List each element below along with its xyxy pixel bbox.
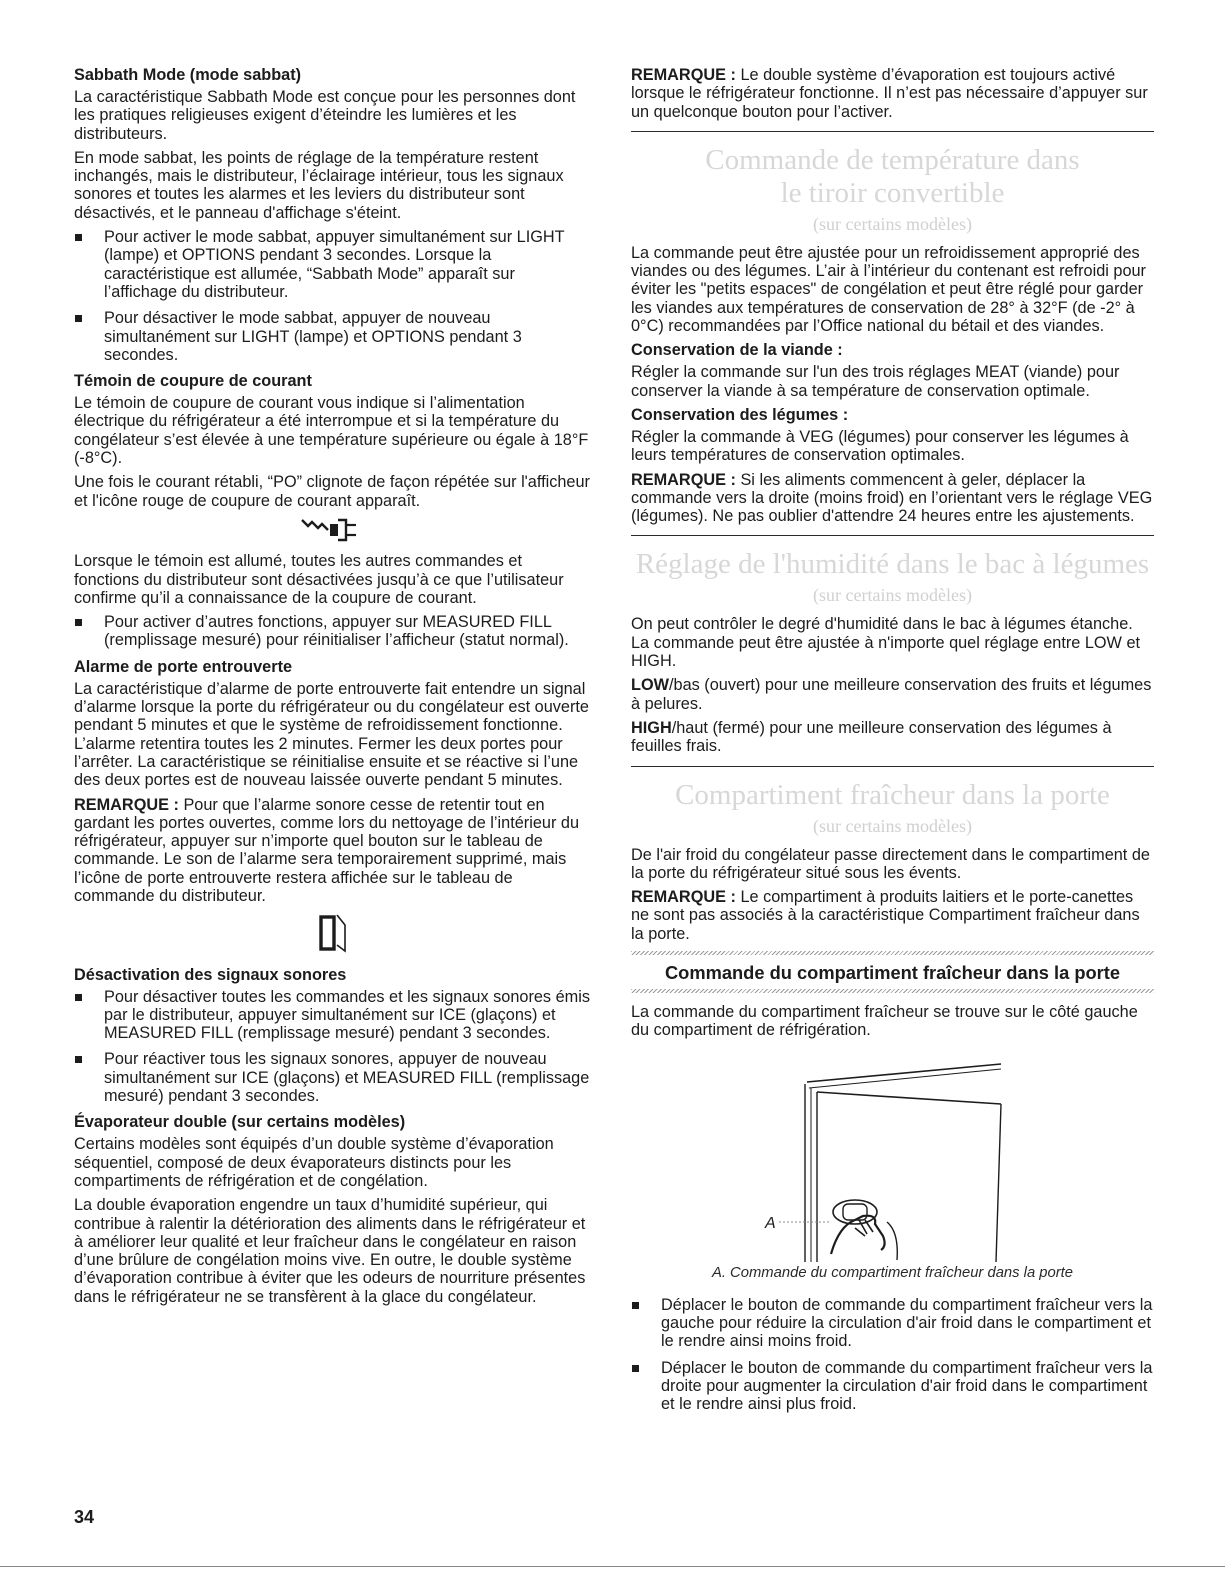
power-outage-paragraph-2: Une fois le courant rétabli, “PO” clignote de façon répétée sur l'afficheur et l'icône rouge de coupure de courant apparaît. <box>74 473 590 510</box>
section-divider <box>631 131 1154 132</box>
section-divider <box>631 535 1154 536</box>
sound-heading: Désactivation des signaux sonores <box>74 965 347 984</box>
evaporator-note: REMARQUE : Le double système d’évaporation est toujours activé lorsque le réfrigérateur fonctionne. Il n’est pas nécessaire d’appuyer sur un quelconque bouton pour l’activer. <box>631 66 1148 121</box>
drawer-section-subtitle: (sur certains modèles) <box>813 213 972 234</box>
fridge-compartment-illustration <box>631 1054 1154 1264</box>
fresh-control-list <box>631 1296 1154 1414</box>
hatched-rule <box>631 989 1154 993</box>
fresh-paragraph: De l'air froid du congélateur passe directement dans le compartiment de la porte du réfrigérateur situé sous les évents. <box>631 845 1150 882</box>
power-outage-plug-icon <box>300 516 364 542</box>
humidity-section-subtitle: (sur certains modèles) <box>813 585 972 606</box>
bullet-square-icon <box>632 1302 639 1309</box>
bullet-square-icon <box>75 315 82 322</box>
drawer-paragraph: La commande peut être ajustée pour un refroidissement approprié des viandes ou des légumes. L’air à l’intérieur du contenant est refroidi pour éviter les "petits espaces" de congélation et peut être réglé pour garder les viandes aux températures de conservation de 28° à 32°F (de -2° à 0°C) recommandées par l’Office national du bétail et des viandes. <box>631 243 1146 336</box>
dual-evaporator-paragraph-2: La double évaporation engendre un taux d’humidité supérieur, qui contribue à ralentir la détérioration des aliments dans le réfrigérateur et à améliorer leur qualité et leur fraîcheur dans le congélateur en raison d’une brûlure de congélation moins vive. En outre, le double système d’évaporation contribue à éviter que les odeurs de nourriture présentes dans le réfrigérateur ne se transfèrent à la glace du congélateur. <box>74 1196 586 1306</box>
fresh-note: REMARQUE : Le compartiment à produits laitiers et le porte-canettes ne sont pas associés à la caractéristique Compartiment fraîcheur dans la porte. <box>631 888 1140 943</box>
power-outage-paragraph-3: Lorsque le témoin est allumé, toutes les autres commandes et fonctions du distributeur sont désactivées jusqu’à ce que l’utilisateur confirme qu’il a connaissance de la coupure de courant. <box>74 552 564 607</box>
list-item: Pour désactiver le mode sabbat, appuyer de nouveau simultanément sur LIGHT (lampe) et OPTIONS pendant 3 secondes. <box>74 309 590 364</box>
fresh-control-heading: Commande du compartiment fraîcheur dans la porte <box>664 962 1121 984</box>
humidity-high: HIGH/haut (fermé) pour une meilleure conservation des légumes à feuilles frais. <box>631 718 1112 756</box>
door-alarm-note: REMARQUE : Pour que l’alarme sonore cesse de retentir tout en gardant les portes ouvertes, comme lors du nettoyage de l’intérieur du réfrigérateur, appuyer sur n’importe quel bouton sur le tableau de commande. Le son de l’alarme sera temporairement supprimé, mais l’icône de porte entrouverte restera affichée sur le tableau de commande du distributeur. <box>74 795 579 905</box>
dual-evaporator-paragraph-1: Certains modèles sont équipés d’un double système d’évaporation séquentiel, composé de deux évaporateurs distincts pour les compartiments de réfrigération et de congélation. <box>74 1135 554 1190</box>
bullet-square-icon <box>75 1056 82 1063</box>
figure-caption: A. Commande du compartiment fraîcheur dans la porte <box>711 1264 1074 1281</box>
list-item: Pour activer d’autres fonctions, appuyer sur MEASURED FILL (remplissage mesuré) pour réinitialiser l’afficheur (statut normal). <box>74 613 590 650</box>
vegetables-paragraph: Régler la commande à VEG (légumes) pour conserver les légumes à leurs températures de conservation optimales. <box>631 427 1129 465</box>
bullet-square-icon <box>75 619 82 626</box>
figure-label-a: A <box>765 1214 776 1232</box>
sabbath-paragraph-1: La caractéristique Sabbath Mode est conçue pour les personnes dont les pratiques religieuses exigent d’éteindre les lumières et les distributeurs. <box>74 88 576 143</box>
sabbath-list <box>74 228 590 364</box>
humidity-low: LOW/bas (ouvert) pour une meilleure conservation des fruits et légumes à pelures. <box>631 676 1152 713</box>
list-item: Déplacer le bouton de commande du compartiment fraîcheur vers la droite pour augmenter la circulation d'air froid dans le compartiment et le rendre ainsi plus froid. <box>631 1359 1154 1414</box>
sabbath-paragraph-2: En mode sabbat, les points de réglage de la température restent inchangés, mais le distributeur, l’éclairage intérieur, tous les signaux sonores et toutes les alarmes et les leviers du distributeur sont désactivés, et le panneau d'affichage s'éteint. <box>74 148 564 222</box>
humidity-paragraph: On peut contrôler le degré d'humidité dans le bac à légumes étanche. La commande peut être ajustée à n'importe quel réglage entre LOW et HIGH. <box>631 615 1141 671</box>
bullet-square-icon <box>632 1365 639 1372</box>
left-column <box>74 66 590 1312</box>
door-ajar-icon <box>312 911 352 955</box>
meat-paragraph: Régler la commande sur l'un des trois réglages MEAT (viande) pour conserver la viande à sa température de conservation optimale. <box>631 363 1120 400</box>
fresh-section-title: Compartiment fraîcheur dans la porte <box>675 778 1110 811</box>
fresh-section-subtitle: (sur certains modèles) <box>813 815 972 836</box>
list-item: Déplacer le bouton de commande du compartiment fraîcheur vers la gauche pour réduire la circulation d'air froid dans le compartiment et le rendre ainsi moins froid. <box>631 1296 1154 1351</box>
power-outage-paragraph-1: Le témoin de coupure de courant vous indique si l’alimentation électrique du réfrigérateur a été interrompue et si la température du congélateur s’est élevée à une température supérieure ou égale à 18°F (-8°C). <box>74 394 589 468</box>
fresh-control-figure <box>631 1054 1154 1264</box>
bullet-square-icon <box>75 234 82 241</box>
section-divider <box>631 766 1154 767</box>
vegetables-heading: Conservation des légumes : <box>631 405 849 424</box>
list-item: Pour réactiver tous les signaux sonores, appuyer de nouveau simultanément sur ICE (glaçons) et MEASURED FILL (remplissage mesuré) pendant 3 secondes. <box>74 1050 590 1105</box>
page-bottom-rule <box>0 1566 1225 1567</box>
list-item: Pour activer le mode sabbat, appuyer simultanément sur LIGHT (lampe) et OPTIONS pendant 3 secondes. Lorsque la caractéristique est allumée, “Sabbath Mode” apparaît sur l’affichage du distributeur. <box>74 228 590 301</box>
sound-list <box>74 988 590 1106</box>
door-alarm-heading: Alarme de porte entrouverte <box>74 657 293 676</box>
sabbath-heading: Sabbath Mode (mode sabbat) <box>74 66 302 84</box>
door-alarm-paragraph: La caractéristique d’alarme de porte entrouverte fait entendre un signal d’alarme lorsque la porte du réfrigérateur ou du congélateur est ouverte pendant 5 minutes et que le système de refroidissement fonctionne. L’alarme retentira toutes les 2 minutes. Fermer les deux portes pour l’arrêter. La caractéristique se réinitialise ensuite et se réactive si l’une des deux portes est de nouveau laissée ouverte pendant 5 minutes. <box>74 679 589 790</box>
humidity-section-title: Réglage de l'humidité dans le bac à légumes <box>635 548 1150 581</box>
drawer-section-title: Commande de température dans le tiroir convertible <box>705 143 1080 209</box>
power-outage-heading: Témoin de coupure de courant <box>74 372 312 391</box>
dual-evaporator-heading: Évaporateur double (sur certains modèles) <box>74 1113 406 1132</box>
power-outage-list <box>74 613 590 650</box>
hatched-rule <box>631 951 1154 955</box>
bullet-square-icon <box>75 994 82 1001</box>
drawer-note: REMARQUE : Si les aliments commencent à geler, déplacer la commande vers la droite (moins froid) en l’orientant vers le réglage VEG (légumes). Ne pas oublier d'attendre 24 heures entre les ajustements. <box>631 470 1153 526</box>
list-item: Pour désactiver toutes les commandes et les signaux sonores émis par le distributeur, appuyer simultanément sur ICE (glaçons) et MEASURED FILL (remplissage mesuré) pendant 3 secondes. <box>74 988 590 1043</box>
page-number: 34 <box>74 1507 95 1527</box>
fresh-control-paragraph: La commande du compartiment fraîcheur se trouve sur le côté gauche du compartiment de réfrigération. <box>631 1003 1138 1040</box>
right-column <box>631 66 1154 1421</box>
meat-heading: Conservation de la viande : <box>631 341 843 360</box>
